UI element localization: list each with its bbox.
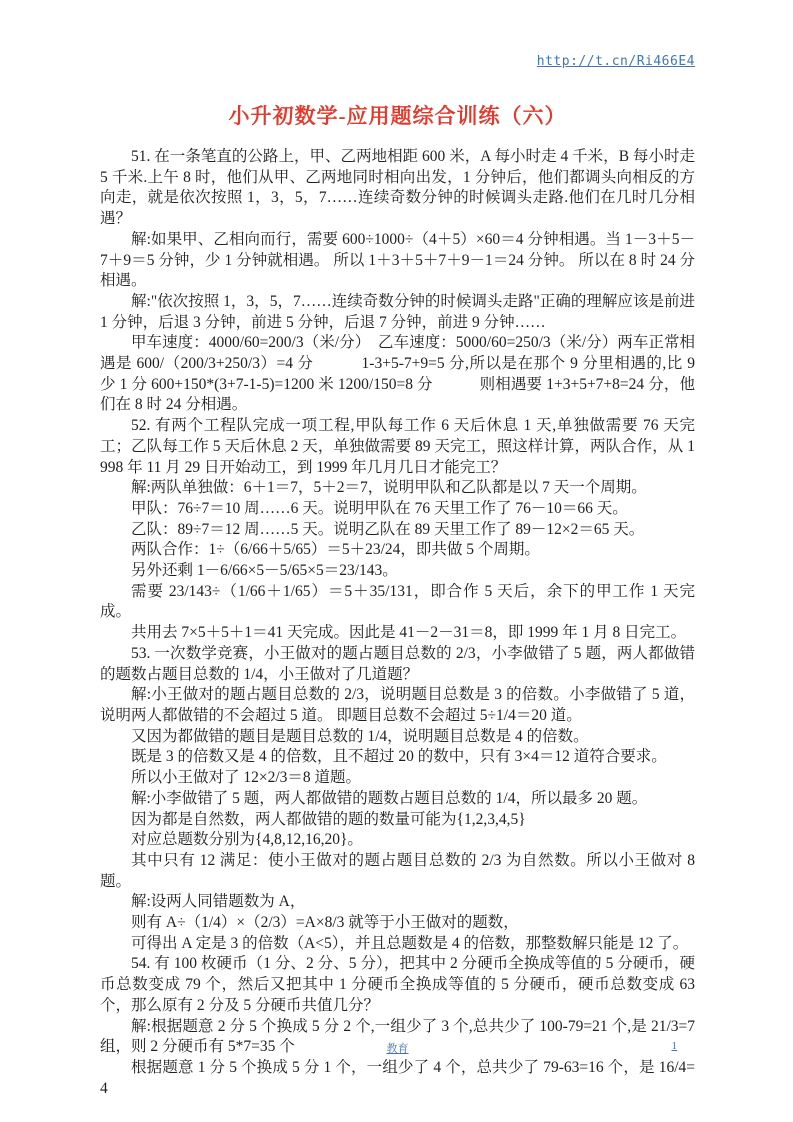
paragraph: 既是 3 的倍数又是 4 的倍数，且不超过 20 的数中，只有 3×4＝12 道符合要求。 — [131, 748, 667, 766]
paragraph: 又因为都做错的题目是题目总数的 1/4，说明题目总数是 4 的倍数。 — [131, 727, 589, 745]
paragraph: 共用去 7×5＋5＋1＝41 天完成。因此是 41－2－31＝8，即 1999 年 1 月 8 日完工。 — [131, 624, 687, 642]
paragraph: 可得出 A 定是 3 的倍数（A<5），并且总题数是 4 的倍数，那整数解只能是 12 了。 — [131, 934, 689, 952]
paragraph: 对应总题数分别为{4,8,12,16,20}。 — [131, 831, 363, 849]
paragraph: 解:如果甲、乙相向而行，需要 600÷1000÷（4＋5）×60＝4 分钟相遇。当 1－3＋5－7＋9＝5 分钟，少 1 分钟就相遇。 所以 1＋3＋5＋7＋9－1＝24 分钟。 所以在 8 时 24 分相遇。 — [100, 230, 695, 290]
paragraph: 其中只有 12 满足：使小王做对的题占题目总数的 2/3 为自然数。所以小王做对 8 题。 — [100, 851, 695, 890]
document-body — [100, 147, 695, 1099]
paragraph: 甲车速度：4000/60=200/3（米/分） 乙车速度：5000/60=250/3（米/分）两车正常相遇是 600/（200/3+250/3）=4 分 1-3+5-7+9=5 分,所以是在那个 9 分里相遇的,比 9 少 1 分 600+150*(3+7-1-5)=1200 米 1200/150=8 分 则相遇要 1+3+5+7+8=24 分，他们在 8 时 24 分相遇。 — [100, 334, 695, 414]
paragraph: 解:设两人同错题数为 A， — [131, 893, 306, 911]
paragraph: 则有 A÷（1/4）×（2/3）=A×8/3 就等于小王做对的题数， — [131, 914, 519, 932]
paragraph: 需要 23/143÷（1/66＋1/65）＝5＋35/131，即合作 5 天后，余下的甲工作 1 天完成。 — [100, 582, 695, 621]
paragraph: 51. 在一条笔直的公路上，甲、乙两地相距 600 米，A 每小时走 4 千米，B 每小时走 5 千米.上午 8 时，他们从甲、乙两地同时相向出发，1 分钟后，他们都调头向相反的方向走，就是依次按照 1，3，5，7……连续奇数分钟的时候调头走路.他们在几时几分相遇？ — [100, 148, 695, 228]
paragraph: 解:小王做对的题占题目总数的 2/3，说明题目总数是 3 的倍数。小李做错了 5 道，说明两人都做错的不会超过 5 道。 即题目总数不会超过 5÷1/4＝20 道。 — [100, 686, 695, 724]
footer-right-wrap — [672, 1040, 678, 1052]
page-container — [100, 0, 695, 1122]
paragraph: 52. 有两个工程队完成一项工程,甲队每工作 6 天后休息 1 天,单独做需要 76 天完工；乙队每工作 5 天后休息 2 天，单独做需要 89 天完工，照这样计算，两队合作，从 1998 年 11 月 29 日开始动工，到 1999 年几月几日才能完工？ — [100, 417, 695, 476]
page-title: 小升初数学-应用题综合训练（六） — [228, 104, 567, 128]
header-link[interactable]: http://t.cn/Ri466E4 — [536, 54, 695, 69]
page-header — [100, 0, 695, 70]
paragraph: 53. 一次数学竞赛，小王做对的题占题目总数的 2/3，小李做错了 5 题，两人都做错的题数占题目总数的 1/4，小王做对了几道题？ — [100, 644, 695, 683]
paragraph: 乙队：89÷7＝12 周……5 天。说明乙队在 89 天里工作了 89－12×2＝65 天。 — [131, 520, 645, 538]
paragraph: 根据题意 1 分 5 个换成 5 分 1 个，一组少了 4 个，总共少了 79-63=16 个，是 16/4=4 — [100, 1058, 695, 1097]
paragraph: 另外还剩 1－6/66×5－5/65×5＝23/143。 — [131, 562, 398, 580]
paragraph: 解:小李做错了 5 题，两人都做错的题数占题目总数的 1/4，所以最多 20 题。 — [131, 789, 648, 807]
footer-page-number[interactable]: 1 — [671, 1040, 677, 1052]
paragraph: 54. 有 100 枚硬币（1 分、2 分、5 分），把其中 2 分硬币全换成等值的 5 分硬币，硬币总数变成 79 个，然后又把其中 1 分硬币全换成等值的 5 分硬币，硬币总数变成 63 个，那么原有 2 分及 5 分硬币共值几分？ — [100, 955, 695, 1014]
footer-center-link[interactable]: 教育 — [386, 1043, 409, 1055]
paragraph: 所以小王做对了 12×2/3＝8 道题。 — [131, 769, 362, 787]
footer-center-wrap — [100, 1040, 695, 1056]
paragraph: 两队合作：1÷（6/66＋5/65）＝5＋23/24，即共做 5 个周期。 — [131, 541, 540, 559]
paragraph: 因为都是自然数，两人都做错的题的数量可能为{1,2,3,4,5} — [131, 810, 526, 828]
paragraph: 甲队：76÷7＝10 周……6 天。说明甲队在 76 天里工作了 76－10＝66 天。 — [131, 499, 628, 517]
paragraph: 解:根据题意 2 分 5 个换成 5 分 2 个,一组少了 3 个,总共少了 100-79=21 个,是 21/3=7 组，则 2 分硬币有 5*7=35 个 — [100, 1017, 695, 1056]
paragraph: 解:两队单独做：6＋1＝7，5＋2＝7，说明甲队和乙队都是以 7 天一个周期。 — [131, 479, 647, 497]
paragraph: 解:"依次按照 1，3，5，7……连续奇数分钟的时候调头走路"正确的理解应该是前进 1 分钟，后退 3 分钟，前进 5 分钟，后退 7 分钟，前进 9 分钟…… — [100, 292, 695, 331]
